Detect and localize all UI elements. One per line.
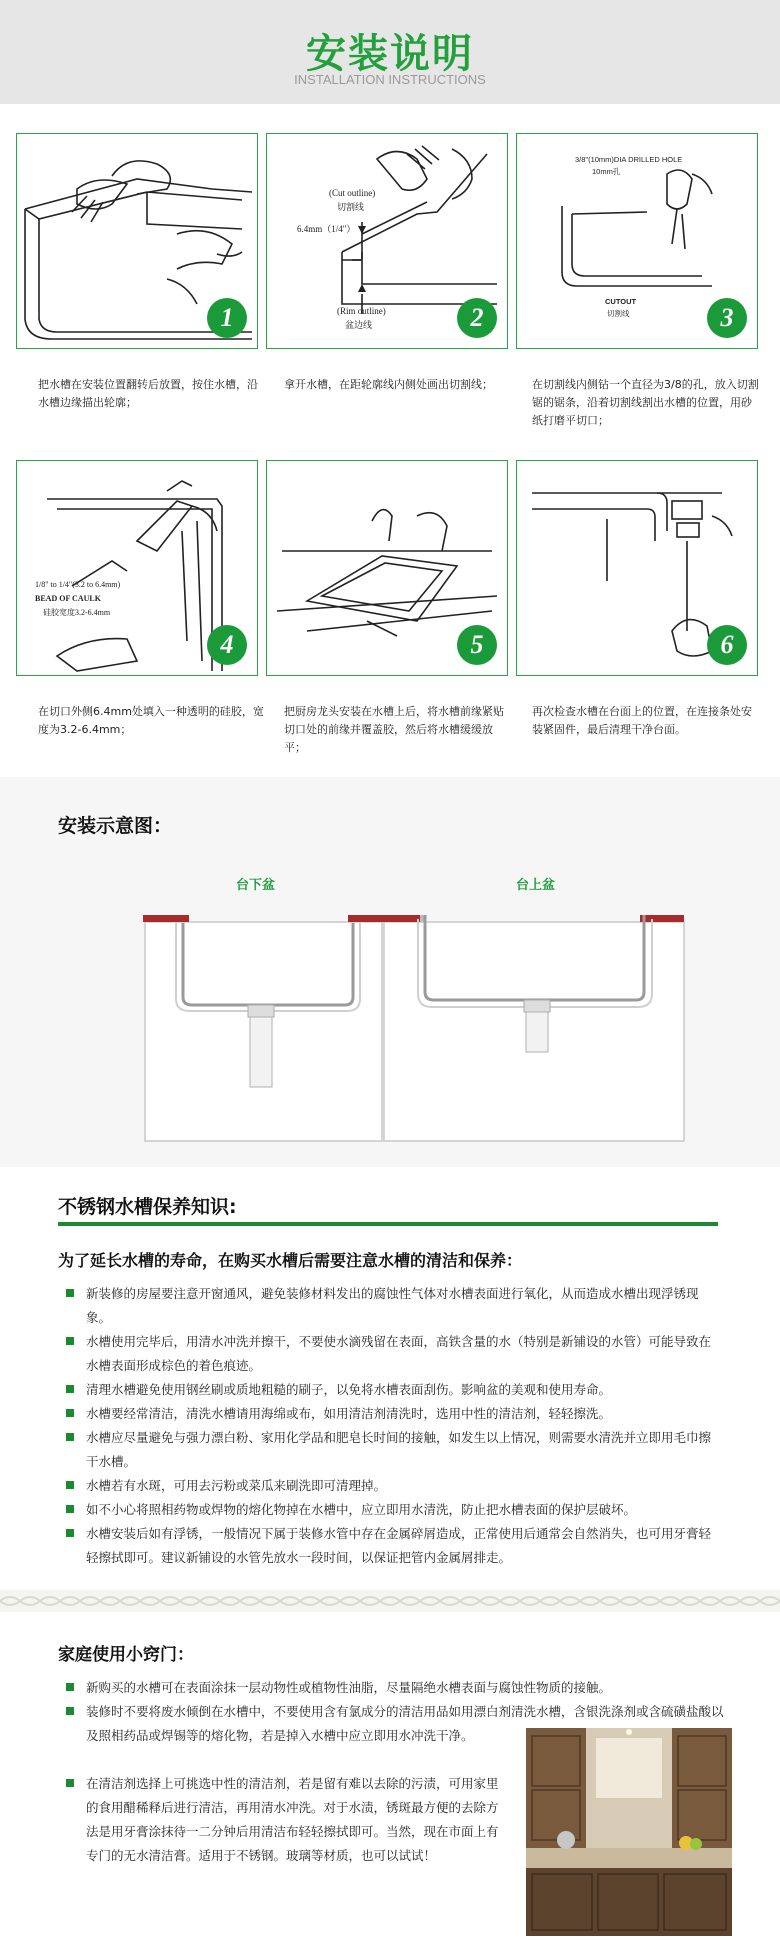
step-2-label-rim-cn: 盆边线 <box>345 320 373 330</box>
step-2-caption: 拿开水槽，在距轮廓线内侧处画出切割线； <box>284 378 493 391</box>
care-tip: 水槽要经常清洁，清洗水槽请用海绵或布，如用清洁剂清洗时，选用中性的清洁剂，轻轻擦洗。 <box>66 1402 722 1426</box>
step-3-label-cutout-cn: 切割线 <box>607 309 630 318</box>
bullet-square-icon <box>66 1707 74 1715</box>
header-banner <box>0 0 780 104</box>
step-1-badge: 1 <box>207 298 247 338</box>
care-tip: 清理水槽避免使用钢丝刷或质地粗糙的刷子，以免将水槽表面刮伤。影响盆的美观和使用寿命。 <box>66 1378 722 1402</box>
step-5-caption: 把厨房龙头安装在水槽上后，将水槽前缘紧贴切口处的前缘并覆盖胶，然后将水槽缓缓放平； <box>284 705 504 754</box>
topmount-label: 台上盆 <box>516 878 556 893</box>
step-2-label-cut-cn: 切割线 <box>337 202 365 212</box>
step-3-label-hole: 3/8"(10mm)DIA DRILLED HOLE <box>575 155 683 164</box>
step-1-caption: 把水槽在安装位置翻转后放置，按住水槽，沿水槽边缘描出轮廓； <box>38 378 258 409</box>
sink-cross-section-diagram <box>0 777 780 1167</box>
kitchen-photo <box>526 1728 732 1936</box>
step-3-label-cutout: CUTOUT <box>605 297 637 306</box>
step-6-panel <box>516 460 758 676</box>
bullet-square-icon <box>66 1433 74 1441</box>
care-tip: 如不小心将照相药物或焊物的熔化物掉在水槽中，应立即用水清洗，防止把水槽表面的保护层破坏。 <box>66 1498 722 1522</box>
care-tip: 水槽使用完毕后，用清水冲洗并擦干，不要使水滴残留在表面，高铁含量的水（特别是新铺设的水管）可能导致在水槽表面形成棕色的着色痕迹。 <box>66 1330 722 1378</box>
home-tip: 装修时不要将废水倾倒在水槽中，不要使用含有氯成分的清洁用品如用漂白剂清洗水槽，含银洗涤剂或含硫磺盐酸以及照相药品或焊锡等的熔化物，若是掉入水槽中应立即用水冲洗干净。 <box>66 1700 732 1748</box>
home-tips-title: 家庭使用小窍门： <box>58 1645 194 1665</box>
home-tip-list <box>66 1676 732 1700</box>
bullet-square-icon <box>66 1385 74 1393</box>
topmount-counter-left <box>384 915 420 922</box>
care-tip: 水槽应尽量避免与强力漂白粉、家用化学品和肥皂长时间的接触，如发生以上情况，则需要水清洗并立即用毛巾擦干水槽。 <box>66 1426 722 1474</box>
care-tip: 水槽安装后如有浮锈，一般情况下属于装修水管中存在金属碎屑造成，正常使用后通常会自然消失，也可用牙膏轻轻擦拭即可。建议新铺设的水管先放水一段时间，以保证把管内金属屑排走。 <box>66 1522 722 1570</box>
topmount-counter-right <box>640 915 684 922</box>
step-4-caption: 在切口外侧6.4mm处填入一种透明的硅胶，宽度为3.2-6.4mm； <box>38 705 264 736</box>
step-4-panel <box>16 460 258 676</box>
step-5-panel <box>266 460 508 676</box>
care-tip: 水槽若有水斑，可用去污粉或菜瓜来刷洗即可清理掉。 <box>66 1474 722 1498</box>
undermount-counter-left <box>143 915 189 922</box>
step-2-label-dim: 6.4mm（1/4"） <box>297 224 356 234</box>
care-subtitle: 为了延长水槽的寿命，在购买水槽后需要注意水槽的清洁和保养： <box>58 1251 523 1270</box>
care-divider <box>58 1222 718 1226</box>
bullet-square-icon <box>66 1505 74 1513</box>
step-1-panel <box>16 133 258 349</box>
step-4-label-caulk: BEAD OF CAULK <box>35 594 101 603</box>
bullet-square-icon <box>66 1409 74 1417</box>
installation-diagram-section <box>0 777 780 1167</box>
step-3-label-hole-cn: 10mm孔 <box>592 167 621 176</box>
diagram-title: 安装示意图： <box>58 815 173 837</box>
care-tip-list <box>66 1282 722 1570</box>
page-subtitle: INSTALLATION INSTRUCTIONS <box>294 72 486 87</box>
step-2-label-cut: (Cut outline) <box>329 188 376 198</box>
step-5-badge: 5 <box>457 625 497 665</box>
step-6-caption: 再次检查水槽在台面上的位置，在连接条处安装紧固件，最后清理干净台面。 <box>532 705 752 736</box>
step-2-badge: 2 <box>457 298 497 338</box>
step-3-panel <box>516 133 758 349</box>
step-3-caption: 在切割线内侧钻一个直径为3/8的孔，放入切割锯的锯条，沿着切割线割出水槽的位置，用砂纸打磨平切口； <box>532 378 759 427</box>
home-tip: 新购买的水槽可在表面涂抹一层动物性或植物性油脂，尽量隔绝水槽表面与腐蚀性物质的接触。 <box>66 1676 732 1700</box>
bullet-square-icon <box>66 1683 74 1691</box>
care-title: 不锈钢水槽保养知识: <box>58 1196 237 1218</box>
wave-divider <box>0 1590 780 1612</box>
home-tip: 在清洁剂选择上可挑选中性的清洁剂，若是留有难以去除的污渍，可用家里的食用醋稀释后进行清洁，再用清水冲洗。对于水渍，锈斑最方便的去除方法是用牙膏涂抹待一二分钟后用清洁布轻轻擦拭即可。当然，现在市面上有专门的无水清洁膏。适用于不锈钢。玻璃等材质，也可以试试！ <box>66 1772 506 1868</box>
step-2-panel <box>266 133 508 349</box>
care-tip: 新装修的房屋要注意开窗通风，避免装修材料发出的腐蚀性气体对水槽表面进行氧化，从而造成水槽出现浮锈现象。 <box>66 1282 722 1330</box>
page-title: 安装说明 <box>306 31 474 77</box>
home-tip-list-3 <box>66 1772 506 1868</box>
step-2-label-rim: (Rim outline) <box>337 306 386 316</box>
undermount-label: 台下盆 <box>236 878 276 893</box>
bullet-square-icon <box>66 1481 74 1489</box>
bullet-square-icon <box>66 1289 74 1297</box>
bullet-square-icon <box>66 1779 74 1787</box>
bullet-square-icon <box>66 1337 74 1345</box>
bullet-square-icon <box>66 1529 74 1537</box>
step-6-badge: 6 <box>707 625 747 665</box>
step-4-label-caulk-cn: 硅胶宽度3.2-6.4mm <box>43 608 111 617</box>
step-3-badge: 3 <box>707 298 747 338</box>
step-4-badge: 4 <box>207 625 247 665</box>
step-4-label-size: 1/8" to 1/4"(3.2 to 6.4mm) <box>35 580 121 589</box>
